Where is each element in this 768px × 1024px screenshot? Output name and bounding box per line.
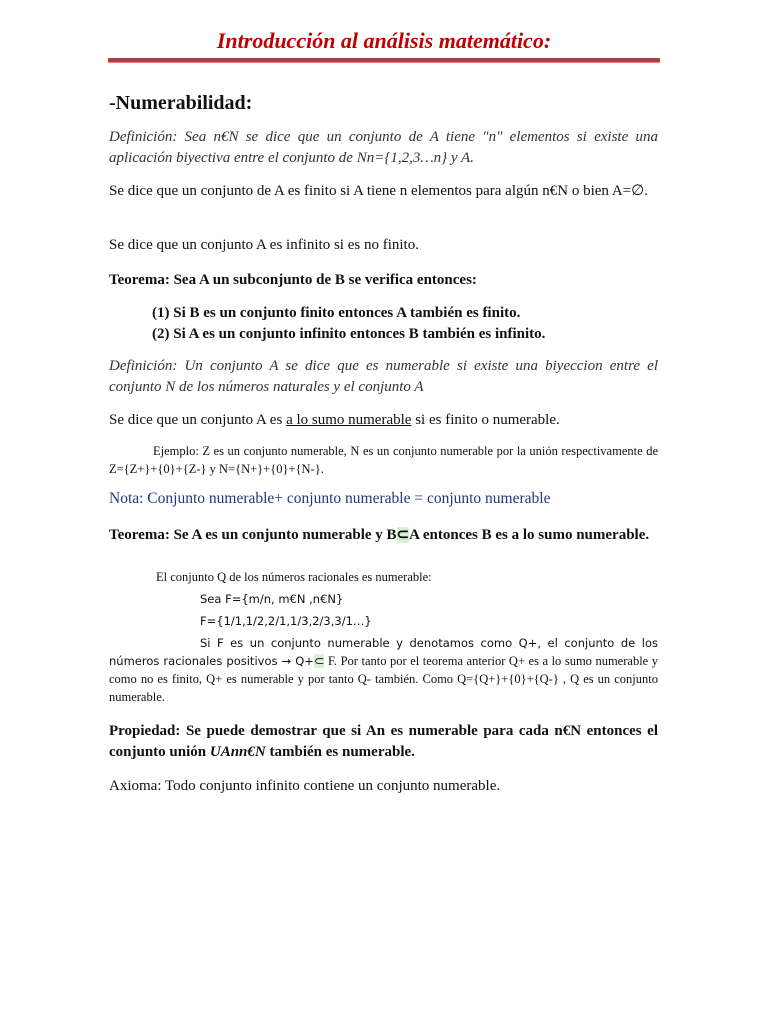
theorem-2-prefix: Teorema: Se A es un conjunto numerable y B — [109, 527, 397, 543]
q-plus-prefix: Si F es un conjunto numerable y denotamos como Q+, el conjunto de los números racionales positivos → Q+ — [109, 636, 658, 668]
note-line: Nota: Conjunto numerable+ conjunto numerable = conjunto numerable — [109, 490, 551, 507]
paragraph-infinite: Se dice que un conjunto A es infinito si es no finito. — [109, 237, 419, 253]
subset-symbol: ⊂ — [396, 527, 410, 543]
a-lo-sumo-term: a lo sumo numerable — [286, 412, 412, 428]
property-paragraph — [109, 721, 658, 763]
a-lo-sumo-suffix: si es finito o numerable. — [411, 412, 560, 428]
example-paragraph: Ejemplo: Z es un conjunto numerable, N es un conjunto numerable por la unión respectivamente de Z={Z+}+{0}+{Z-} y N={N+}+{0}+{N-}. — [109, 444, 658, 476]
a-lo-sumo-prefix: Se dice que un conjunto A es — [109, 412, 287, 428]
paragraph-finite: Se dice que un conjunto de A es finito si A tiene n elementos para algún n€N o bien A=∅. — [109, 183, 648, 199]
theorem-2-suffix: A entonces B es a lo sumo numerable. — [409, 527, 650, 543]
theorem-1-item-1: (1) Si B es un conjunto finito entonces A también es finito. — [152, 305, 521, 321]
document-title: Introducción al análisis matemático: — [216, 28, 552, 53]
title-divider — [108, 58, 660, 63]
property-math: UAnn€N — [209, 744, 266, 760]
definition-2: Definición: Un conjunto A se dice que es numerable si existe una biyeccion entre el conjunto N de los números naturales y el conjunto A — [109, 358, 658, 395]
q-plus-paragraph — [109, 634, 658, 706]
f-set-line: F={1/1,1/2,2/1,1/3,2/3,3/1…} — [200, 614, 372, 628]
section-heading: -Numerabilidad: — [109, 92, 253, 114]
q-plus-suffix: F. Por tanto por el teorema anterior Q+ es a lo sumo numerable y como no es finito, Q+ es numerable y por tanto Q- también. Como Q={Q+}+{0}+{Q-} , Q es un conjunto numerable. — [109, 654, 658, 704]
theorem-1-item-2: (2) Si A es un conjunto infinito entonces B también es infinito. — [152, 326, 546, 342]
property-suffix: también es numerable. — [265, 744, 415, 760]
paragraph-a-lo-sumo — [109, 410, 658, 431]
axiom-line: Axioma: Todo conjunto infinito contiene un conjunto numerable. — [109, 778, 501, 794]
sea-f-line: Sea F={m/n, m€N ,n€N} — [200, 592, 344, 606]
theorem-2 — [109, 525, 658, 546]
theorem-1: Teorema: Sea A un subconjunto de B se verifica entonces: — [109, 272, 477, 288]
definition-1: Definición: Sea n€N se dice que un conjunto de A tiene "n" elementos si existe una aplicación biyectiva entre el conjunto de Nn={1,2,3…n} y A. — [109, 129, 658, 166]
q-intro: El conjunto Q de los números racionales es numerable: — [156, 570, 432, 584]
q-plus-subset-symbol: ⊂ — [313, 654, 325, 668]
property-prefix: Propiedad: Se puede demostrar que si An es numerable para cada n€N entonces el conjunto unión — [109, 723, 658, 760]
